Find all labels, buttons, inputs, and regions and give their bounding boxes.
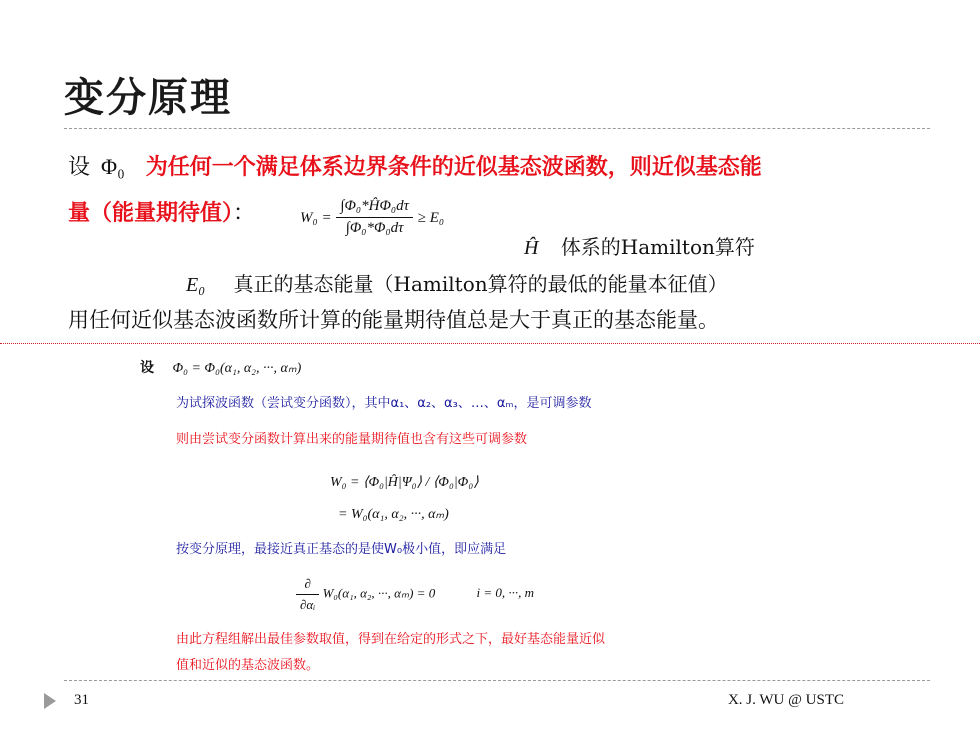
section-divider — [0, 343, 980, 344]
trial-function-text: 为试探波函数（尝试变分函数），其中α₁、α₂、α₃、…、αₘ，是可调参数 — [176, 396, 592, 411]
formula-fraction — [336, 198, 413, 237]
definition-red-text-1: 为任何一个满足体系边界条件的近似基态波函数，则近似基态能 — [145, 155, 762, 180]
phi-definition: Φ₀ = Φ₀(α₁, α₂, ···, αₘ) — [172, 361, 302, 376]
she-label: 设 — [68, 155, 91, 180]
principle-text: 按变分原理，最接近真正基态的是使W₀极小值，即应满足 — [176, 542, 507, 557]
partial-denominator: ∂αᵢ — [300, 597, 316, 612]
energy-formula — [300, 198, 444, 237]
partial-fraction — [296, 576, 319, 613]
phi0-symbol: Φ₀ — [101, 154, 125, 179]
e0-desc: 真正的基态能量（Hamilton算符的最低的能量本征值） — [233, 272, 728, 296]
index-range: i = 0, ···, m — [476, 585, 534, 601]
page-number: 31 — [74, 692, 89, 708]
e0-symbol: E₀ — [186, 274, 206, 296]
colon: ： — [233, 201, 256, 226]
footer-divider — [64, 680, 930, 681]
partial-expression: W₀(α₁, α₂, ···, αₘ) = 0 — [322, 585, 436, 601]
conclusion-text: 用任何近似基态波函数所计算的能量期待值总是大于真正的基态能量。 — [68, 308, 719, 332]
definition-red-text-2: 量（能量期待值） — [68, 201, 234, 226]
partial-numerator: ∂ — [296, 576, 319, 595]
definition-line-2 — [68, 196, 255, 227]
e0-note — [186, 268, 728, 297]
w0-line-1: W₀ = ⟨Φ₀|Ĥ|Ψ₀⟩ / ⟨Φ₀|Φ₀⟩ — [330, 475, 479, 490]
title-divider — [64, 128, 930, 129]
h-symbol: Ĥ — [524, 237, 539, 259]
lower-red-text-3: 值和近似的基态波函数。 — [176, 658, 320, 673]
definition-line-1 — [68, 150, 762, 181]
formula-denominator: ∫Φ₀*Φ₀dτ — [345, 220, 404, 236]
formula-lhs: W₀ = — [300, 210, 332, 226]
h-desc: 体系的Hamilton算符 — [560, 235, 755, 259]
w0-line-2: = W₀(α₁, α₂, ···, αₘ) — [338, 507, 449, 522]
hamiltonian-note — [524, 231, 755, 260]
footer-credit: X. J. WU @ USTC — [727, 692, 844, 708]
lower-red-text-2: 由此方程组解出最佳参数取值，得到在给定的形式之下，最好基态能量近似 — [176, 632, 606, 647]
slide-title: 变分原理 — [64, 75, 232, 121]
formula-numerator: ∫Φ₀*ĤΦ₀dτ — [336, 198, 413, 218]
lower-she-label: 设 — [140, 360, 154, 376]
partial-equation — [296, 576, 534, 613]
lower-red-text-1: 则由尝试变分函数计算出来的能量期待值也含有这些可调参数 — [176, 432, 528, 447]
triangle-bullet-icon — [42, 692, 58, 710]
formula-rhs: ≥ E₀ — [417, 210, 445, 226]
lower-set-line — [140, 357, 301, 377]
